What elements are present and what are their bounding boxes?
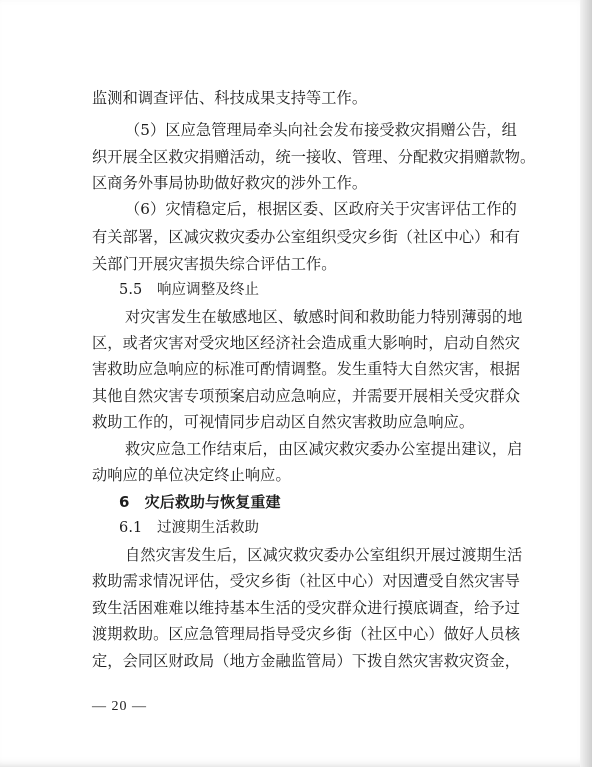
text-line: 害救助应急响应的标准可酌情调整。发生重特大自然灾害，根据 — [92, 360, 521, 378]
text-line: 自然灾害发生后，区减灾救灾委办公室组织开展过渡期生活 — [125, 546, 523, 564]
page-number: — 20 — — [92, 699, 147, 714]
text-line: 织开展全区救灾捐赠活动，统一接收、管理、分配救灾捐赠款物。 — [92, 148, 536, 166]
text-line: （5）区应急管理局牵头向社会发布接受救灾捐赠公告，组 — [125, 121, 517, 139]
text-line: 致生活困难难以维持基本生活的受灾群众进行摸底调查，给予过 — [92, 599, 521, 617]
chapter-heading: 6 灾后救助与恢复重建 — [119, 493, 281, 511]
text-line: 对灾害发生在敏感地区、敏感时间和救助能力特别薄弱的地 — [125, 308, 523, 326]
text-line: 区，或者灾害对受灾地区经济社会造成重大影响时，启动自然灾 — [92, 334, 521, 352]
text-line: 关部门开展灾害损失综合评估工作。 — [92, 255, 337, 273]
text-line: 救助需求情况评估，受灾乡街（社区中心）对因遭受自然灾害导 — [92, 572, 521, 590]
text-line: 渡期救助。区应急管理局指导受灾乡街（社区中心）做好人员核 — [92, 625, 521, 643]
text-line: 区商务外事局协助做好救灾的涉外工作。 — [92, 174, 368, 192]
text-line: 救灾应急工作结束后，由区减灾救灾委办公室提出建议，启 — [125, 440, 523, 458]
text-line: 定，会同区财政局（地方金融监管局）下拨自然灾害救灾资金， — [92, 652, 521, 670]
text-line: 监测和调查评估、科技成果支持等工作。 — [92, 89, 368, 107]
text-line: 动响应的单位决定终止响应。 — [92, 466, 291, 484]
section-heading: 5.5 响应调整及终止 — [119, 282, 260, 298]
text-line: 其他自然灾害专项预案启动应急响应，并需要开展相关受灾群众 — [92, 387, 521, 405]
section-heading: 6.1 过渡期生活救助 — [119, 520, 260, 536]
text-line: （6）灾情稳定后，根据区委、区政府关于灾害评估工作的 — [125, 200, 517, 218]
text-line: 有关部署，区减灾救灾委办公室组织受灾乡街（社区中心）和有 — [92, 228, 521, 246]
text-line: 救助工作的，可视情同步启动区自然灾害救助应急响应。 — [92, 413, 475, 431]
